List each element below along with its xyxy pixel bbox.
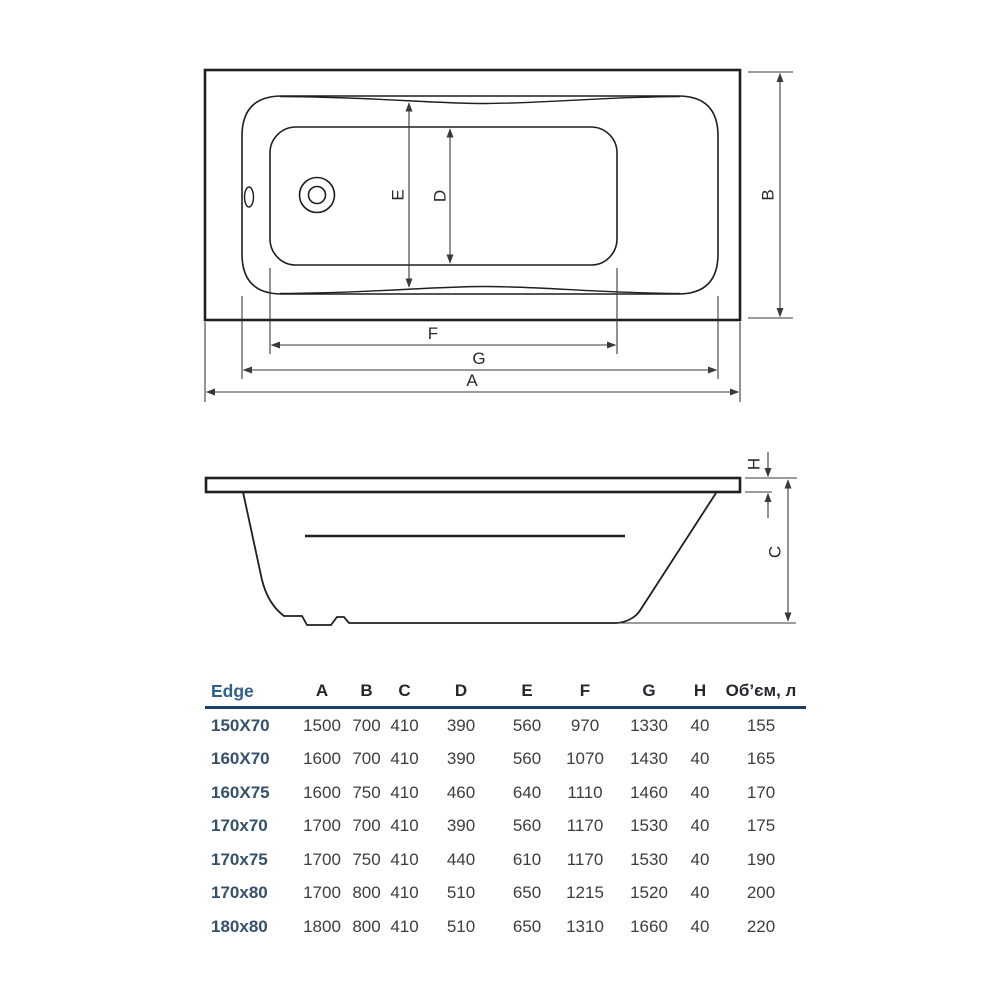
dim-label-E: E: [388, 189, 408, 201]
row-value-volume: 175: [746, 816, 776, 836]
row-model: 160X75: [211, 782, 270, 802]
table-header-H: H: [693, 681, 707, 700]
row-value-C: 410: [390, 883, 419, 903]
row-value-A: 1800: [303, 916, 341, 936]
table-row: [205, 709, 806, 743]
dim-label-B: B: [758, 189, 778, 201]
table-row: [205, 843, 806, 877]
dim-label-D: D: [430, 189, 450, 203]
row-value-C: 410: [390, 715, 419, 735]
row-value-F: 1110: [567, 782, 603, 802]
row-value-B: 700: [352, 715, 381, 735]
table-header-model: Edge: [211, 680, 254, 701]
row-value-H: 40: [690, 849, 710, 869]
row-value-D: 460: [446, 782, 476, 802]
row-value-F: 1215: [566, 883, 604, 903]
row-value-C: 410: [390, 816, 419, 836]
row-value-A: 1700: [303, 883, 341, 903]
row-value-E: 560: [512, 749, 542, 769]
row-value-B: 750: [352, 782, 381, 802]
side-rim-bar: [206, 478, 740, 492]
row-value-F: 1170: [566, 849, 604, 869]
row-value-G: 1530: [630, 849, 668, 869]
row-value-volume: 190: [746, 849, 776, 869]
row-value-E: 560: [512, 816, 542, 836]
row-value-F: 1170: [566, 816, 604, 836]
row-value-E: 610: [512, 849, 542, 869]
row-value-H: 40: [690, 816, 710, 836]
row-value-A: 1600: [303, 782, 341, 802]
row-value-C: 410: [390, 849, 419, 869]
row-model: 180x80: [211, 916, 268, 936]
row-value-A: 1600: [303, 749, 341, 769]
row-model: 170x70: [211, 816, 268, 836]
table-header-B: B: [360, 681, 373, 700]
table-row: [205, 910, 806, 944]
row-value-G: 1460: [630, 782, 668, 802]
dim-label-G: G: [472, 349, 486, 368]
row-model: 150X70: [211, 715, 270, 735]
row-value-A: 1500: [303, 715, 341, 735]
dim-label-C: C: [765, 545, 785, 559]
table-body: [205, 709, 806, 944]
row-model: 160X70: [211, 749, 270, 769]
row-value-B: 800: [352, 883, 381, 903]
tub-outer-edge: [205, 70, 740, 320]
table-header-D: D: [454, 681, 468, 700]
table-header-A: A: [315, 681, 329, 700]
row-value-G: 1660: [630, 916, 668, 936]
row-value-F: 970: [570, 715, 600, 735]
row-value-B: 750: [352, 849, 381, 869]
row-value-H: 40: [690, 916, 710, 936]
drain-icon: [300, 178, 335, 213]
row-value-E: 650: [512, 883, 542, 903]
row-value-G: 1330: [630, 715, 668, 735]
row-value-B: 700: [352, 749, 381, 769]
dim-label-A: A: [466, 371, 478, 390]
table-header-E: E: [521, 681, 533, 700]
row-value-volume: 155: [746, 715, 776, 735]
table-header-row: [205, 676, 806, 709]
table-header-F: F: [579, 681, 591, 700]
row-value-volume: 165: [746, 749, 776, 769]
row-value-G: 1430: [630, 749, 668, 769]
row-value-volume: 220: [746, 916, 776, 936]
row-value-H: 40: [690, 782, 710, 802]
overflow-icon: [245, 187, 254, 207]
side-body-profile: [243, 492, 716, 625]
row-model: 170x75: [211, 849, 268, 869]
row-value-G: 1520: [630, 883, 668, 903]
row-value-H: 40: [690, 749, 710, 769]
row-value-B: 800: [352, 916, 381, 936]
row-value-D: 390: [446, 749, 476, 769]
row-value-A: 1700: [303, 849, 341, 869]
row-value-A: 1700: [303, 816, 341, 836]
drain-hole-icon: [309, 187, 326, 204]
row-value-volume: 200: [746, 883, 776, 903]
row-value-E: 560: [512, 715, 542, 735]
tub-rim-lip-bottom: [280, 287, 680, 294]
table-row: [205, 810, 806, 844]
table-header-volume: Об’єм, л: [725, 681, 797, 700]
row-value-C: 410: [390, 749, 419, 769]
row-value-F: 1310: [566, 916, 604, 936]
row-model: 170x80: [211, 883, 268, 903]
row-value-D: 440: [446, 849, 476, 869]
row-value-G: 1530: [630, 816, 668, 836]
table-header-G: G: [642, 681, 656, 700]
dim-label-F: F: [427, 324, 439, 343]
dim-label-H: H: [744, 457, 764, 471]
row-value-F: 1070: [566, 749, 604, 769]
row-value-D: 390: [446, 816, 476, 836]
table-row: [205, 743, 806, 777]
row-value-H: 40: [690, 715, 710, 735]
row-value-D: 510: [446, 883, 476, 903]
bathtub-top-view: [185, 55, 810, 410]
tub-rim-lip-top: [280, 97, 680, 104]
row-value-C: 410: [390, 782, 419, 802]
table-row: [205, 877, 806, 911]
table-header-C: C: [398, 681, 411, 700]
row-value-B: 700: [352, 816, 381, 836]
table-row: [205, 776, 806, 810]
row-value-C: 410: [390, 916, 419, 936]
row-value-E: 650: [512, 916, 542, 936]
row-value-D: 390: [446, 715, 476, 735]
bathtub-side-view: [185, 440, 810, 675]
row-value-E: 640: [512, 782, 542, 802]
row-value-D: 510: [446, 916, 476, 936]
size-spec-table: [205, 676, 806, 944]
row-value-volume: 170: [746, 782, 776, 802]
row-value-H: 40: [690, 883, 710, 903]
